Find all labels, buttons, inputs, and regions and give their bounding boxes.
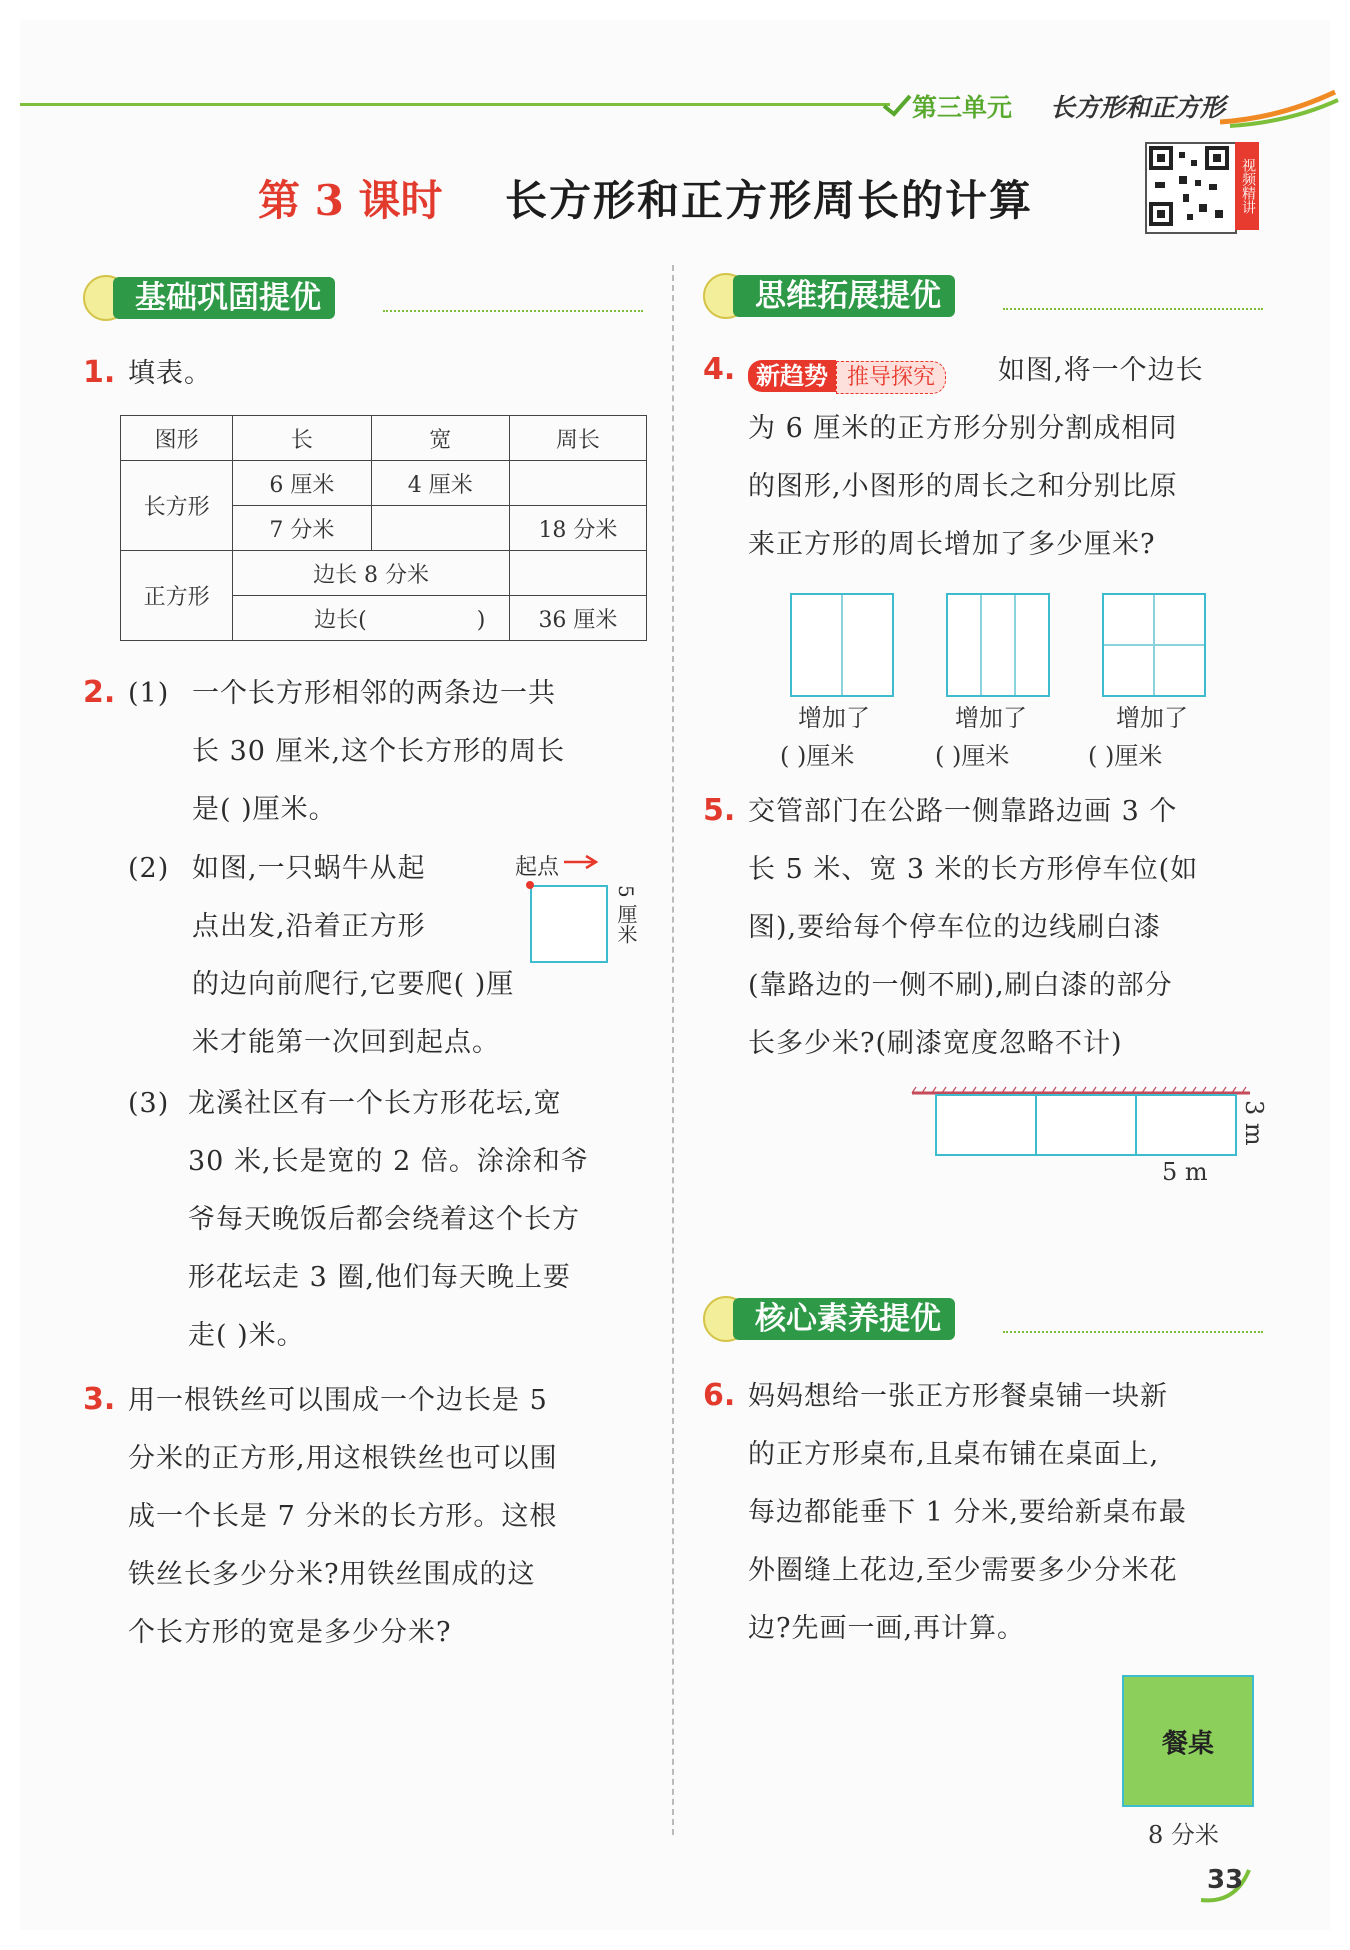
q2-number: 2. xyxy=(83,675,116,710)
q4-tags xyxy=(748,356,946,391)
dining-table xyxy=(1122,1675,1254,1807)
q4-text: 为 6 厘米的正方形分别分割成相同 的图形,小图形的周长之和分别比原 来正方形的周长增加了多少厘米? xyxy=(748,413,1178,560)
q1-side-close: ) xyxy=(476,607,486,633)
q1-cell: 36 厘米 xyxy=(509,596,646,641)
snail-square xyxy=(530,885,608,963)
dining-table-label: 餐桌 xyxy=(1161,1728,1214,1759)
increase-label: 增加了 xyxy=(798,704,870,732)
section-core xyxy=(703,1296,1263,1342)
explore-tag: 推导探究 xyxy=(836,361,946,394)
q1-side-blank-cell[interactable] xyxy=(233,596,510,641)
q1-header-width: 宽 xyxy=(371,416,509,461)
column-divider xyxy=(672,265,674,1835)
q1-cell: 18 分米 xyxy=(509,506,646,551)
parking-width-label: 5 m xyxy=(1162,1158,1208,1186)
swoosh-icon xyxy=(1220,88,1340,128)
lesson-number: 第 3 课时 xyxy=(258,176,443,225)
q1-cell: 6 厘米 xyxy=(233,461,371,506)
section-basic xyxy=(83,275,643,321)
q1-blank-cell[interactable] xyxy=(509,551,646,596)
arrow-right-icon xyxy=(562,852,602,872)
snail-side-label: 5 厘米 xyxy=(614,885,638,945)
q1-square-label: 正方形 xyxy=(121,551,233,641)
q1-number: 1. xyxy=(83,355,116,390)
q4-number: 4. xyxy=(703,352,736,387)
section-basic-title: 基础巩固提优 xyxy=(113,277,335,319)
lesson-title: 长方形和正方形周长的计算 xyxy=(505,176,1034,225)
start-point-dot xyxy=(526,881,534,889)
header-topic: 长方形和正方形 xyxy=(1050,93,1226,122)
q1-header-perimeter: 周长 xyxy=(509,416,646,461)
section-extend-title: 思维拓展提优 xyxy=(733,275,955,317)
dining-table-side-label: 8 分米 xyxy=(1148,1821,1219,1849)
q5-number: 5. xyxy=(703,793,736,828)
square-split-quarters xyxy=(1102,593,1206,697)
q2-p1: 一个长方形相邻的两条边一共 长 30 厘米,这个长方形的周长 是( )厘米。 xyxy=(192,678,566,825)
q2-p3: 龙溪社区有一个长方形花坛,宽 30 米,长是宽的 2 倍。涂涂和爷 爷每天晚饭后都会绕着这个长方 形花坛走 3 圈,他们每天晚上要 走( )米。 xyxy=(188,1088,589,1351)
q1-rect-label: 长方形 xyxy=(121,461,233,551)
q1-cell: 边长 8 分米 xyxy=(233,551,510,596)
increase-blank[interactable]: ( )厘米 xyxy=(780,742,855,770)
q1-header-length: 长 xyxy=(233,416,371,461)
page-number: 33 xyxy=(1207,1865,1244,1895)
q3-text: 用一根铁丝可以围成一个边长是 5 分米的正方形,用这根铁丝也可以围 成一个长是 7 分米的长方形。这根 铁丝长多少分米?用铁丝围成的这 个长方形的宽是多少分米? xyxy=(128,1385,558,1648)
trend-tag: 新趋势 xyxy=(748,360,836,392)
square-split-thirds xyxy=(946,593,1050,697)
q1-header-shape: 图形 xyxy=(121,416,233,461)
q2-p1-label: (1) xyxy=(128,678,170,709)
qr-code-icon[interactable] xyxy=(1145,142,1237,234)
q5-text: 交管部门在公路一侧靠路边画 3 个 长 5 米、宽 3 米的长方形停车位(如 图),要给每个停车位的边线刷白漆 (靠路边的一侧不刷),刷白漆的部分 长多少米?(刷漆宽度忽略不计) xyxy=(748,796,1199,1059)
snail-start-label: 起点 xyxy=(515,855,560,880)
q1-side-open: 边长( xyxy=(314,607,367,633)
header-unit: 第三单元 xyxy=(912,93,1013,122)
increase-label: 增加了 xyxy=(1116,704,1188,732)
increase-blank[interactable]: ( )厘米 xyxy=(935,742,1010,770)
parking-diagram xyxy=(910,1085,1260,1165)
section-extend xyxy=(703,273,1263,319)
q1-text: 填表。 xyxy=(128,358,212,389)
header-rule xyxy=(20,103,890,106)
q1-table xyxy=(120,415,647,641)
q6-number: 6. xyxy=(703,1378,736,1413)
section-core-title: 核心素养提优 xyxy=(733,1298,955,1340)
square-split-halves xyxy=(790,593,894,697)
q2-p2-label: (2) xyxy=(128,853,170,884)
q2-p2: 如图,一只蜗牛从起 点出发,沿着正方形 的边向前爬行,它要爬( )厘 米才能第一次回到起点。 xyxy=(192,853,515,1058)
q1-cell: 4 厘米 xyxy=(371,461,509,506)
q2-p3-label: (3) xyxy=(128,1088,170,1119)
q1-blank-cell[interactable] xyxy=(509,461,646,506)
qr-label: 视频精讲 xyxy=(1235,142,1259,230)
q3-number: 3. xyxy=(83,1382,116,1417)
parking-height-label: 3 m xyxy=(1240,1100,1268,1146)
increase-label: 增加了 xyxy=(955,704,1027,732)
q6-text: 妈妈想给一张正方形餐桌铺一块新 的正方形桌布,且桌布铺在桌面上, 每边都能垂下 1 分米,要给新桌布最 外圈缝上花边,至少需要多少分米花 边?先画一画,再计算。 xyxy=(748,1381,1187,1644)
increase-blank[interactable]: ( )厘米 xyxy=(1088,742,1163,770)
q1-cell: 7 分米 xyxy=(233,506,371,551)
q1-blank-cell[interactable] xyxy=(371,506,509,551)
q4-first-line: 如图,将一个边长 xyxy=(998,355,1204,386)
